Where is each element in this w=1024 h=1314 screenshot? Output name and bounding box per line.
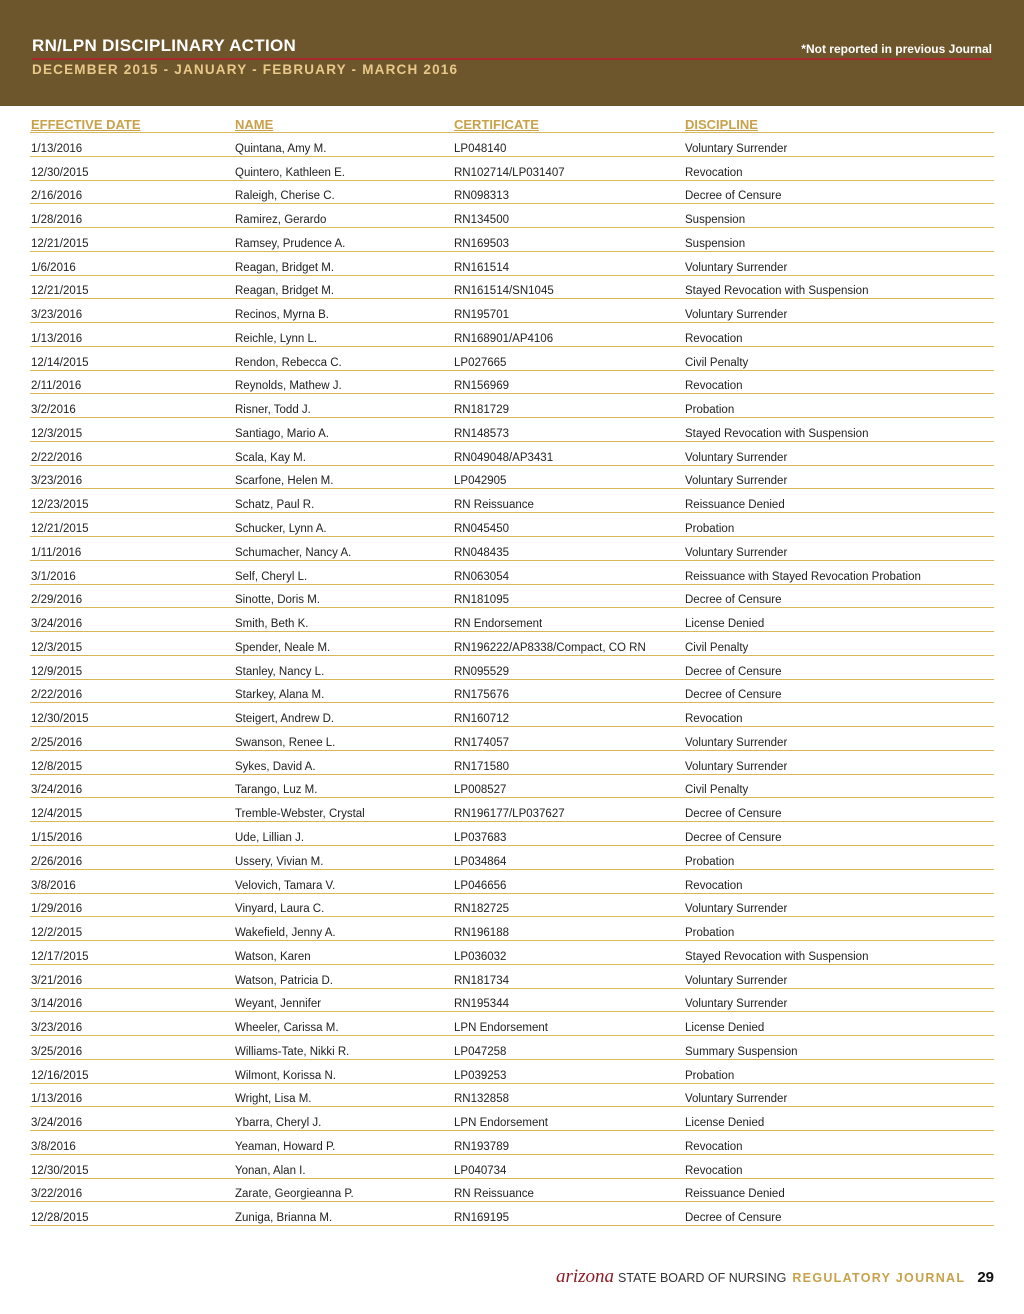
header-divider (32, 58, 992, 60)
cell-effective-date: 1/13/2016 (30, 133, 234, 157)
cell-discipline: Voluntary Surrender (684, 251, 994, 275)
cell-certificate: RN182725 (453, 893, 684, 917)
cell-name: Tremble-Webster, Crystal (234, 798, 453, 822)
table-row (30, 1154, 994, 1178)
cell-effective-date: 12/16/2015 (30, 1059, 234, 1083)
cell-effective-date: 1/29/2016 (30, 893, 234, 917)
cell-effective-date: 3/8/2016 (30, 1131, 234, 1155)
table-row (30, 750, 994, 774)
cell-effective-date: 2/29/2016 (30, 584, 234, 608)
cell-certificate: RN196188 (453, 917, 684, 941)
table-row (30, 941, 994, 965)
cell-discipline: Revocation (684, 1154, 994, 1178)
table-row (30, 1012, 994, 1036)
cell-certificate: RN134500 (453, 204, 684, 228)
cell-certificate: LP039253 (453, 1059, 684, 1083)
table-row (30, 655, 994, 679)
cell-discipline: Voluntary Surrender (684, 988, 994, 1012)
table-row (30, 822, 994, 846)
cell-discipline: Revocation (684, 156, 994, 180)
cell-certificate: RN175676 (453, 679, 684, 703)
cell-discipline: Probation (684, 845, 994, 869)
cell-effective-date: 3/8/2016 (30, 869, 234, 893)
table-row (30, 774, 994, 798)
column-header-effective-date: EFFECTIVE DATE (30, 116, 234, 133)
cell-certificate: RN048435 (453, 537, 684, 561)
cell-name: Velovich, Tamara V. (234, 869, 453, 893)
table-row (30, 798, 994, 822)
cell-name: Reagan, Bridget M. (234, 251, 453, 275)
cell-name: Ybarra, Cheryl J. (234, 1107, 453, 1131)
table-row (30, 632, 994, 656)
table-row (30, 1059, 994, 1083)
table-row (30, 180, 994, 204)
table-row (30, 133, 994, 157)
cell-effective-date: 2/25/2016 (30, 727, 234, 751)
table-row (30, 228, 994, 252)
cell-certificate: RN045450 (453, 513, 684, 537)
journal-name: REGULATORY JOURNAL (792, 1271, 966, 1285)
cell-discipline: Civil Penalty (684, 346, 994, 370)
cell-effective-date: 3/2/2016 (30, 394, 234, 418)
table-row (30, 1202, 994, 1226)
cell-name: Williams-Tate, Nikki R. (234, 1036, 453, 1060)
cell-name: Zarate, Georgieanna P. (234, 1178, 453, 1202)
cell-effective-date: 2/26/2016 (30, 845, 234, 869)
cell-discipline: Voluntary Surrender (684, 727, 994, 751)
cell-effective-date: 12/30/2015 (30, 703, 234, 727)
cell-discipline: Stayed Revocation with Suspension (684, 941, 994, 965)
cell-discipline: Voluntary Surrender (684, 893, 994, 917)
table-row (30, 537, 994, 561)
cell-discipline: Reissuance Denied (684, 1178, 994, 1202)
cell-name: Tarango, Luz M. (234, 774, 453, 798)
cell-certificate: RN Endorsement (453, 608, 684, 632)
cell-effective-date: 12/30/2015 (30, 1154, 234, 1178)
table-row (30, 988, 994, 1012)
cell-discipline: Revocation (684, 1131, 994, 1155)
cell-certificate: RN148573 (453, 418, 684, 442)
cell-effective-date: 2/22/2016 (30, 679, 234, 703)
table-row (30, 323, 994, 347)
cell-name: Spender, Neale M. (234, 632, 453, 656)
board-name: STATE BOARD OF NURSING (618, 1271, 787, 1285)
cell-name: Wilmont, Korissa N. (234, 1059, 453, 1083)
cell-name: Steigert, Andrew D. (234, 703, 453, 727)
cell-name: Risner, Todd J. (234, 394, 453, 418)
cell-effective-date: 12/8/2015 (30, 750, 234, 774)
cell-discipline: Decree of Censure (684, 822, 994, 846)
table-row (30, 679, 994, 703)
cell-discipline: Revocation (684, 869, 994, 893)
cell-discipline: Voluntary Surrender (684, 1083, 994, 1107)
cell-name: Schatz, Paul R. (234, 489, 453, 513)
table-row (30, 394, 994, 418)
cell-certificate: RN049048/AP3431 (453, 441, 684, 465)
cell-certificate: LP034864 (453, 845, 684, 869)
cell-effective-date: 3/24/2016 (30, 774, 234, 798)
cell-discipline: Stayed Revocation with Suspension (684, 275, 994, 299)
cell-discipline: Stayed Revocation with Suspension (684, 418, 994, 442)
cell-discipline: Summary Suspension (684, 1036, 994, 1060)
table-row (30, 1131, 994, 1155)
arizona-logo: arizona (555, 1266, 615, 1287)
cell-discipline: Decree of Censure (684, 180, 994, 204)
cell-certificate: RN161514 (453, 251, 684, 275)
cell-name: Starkey, Alana M. (234, 679, 453, 703)
cell-certificate: RN160712 (453, 703, 684, 727)
cell-name: Smith, Beth K. (234, 608, 453, 632)
cell-name: Scarfone, Helen M. (234, 465, 453, 489)
cell-certificate: LP047258 (453, 1036, 684, 1060)
cell-certificate: LP008527 (453, 774, 684, 798)
cell-name: Schumacher, Nancy A. (234, 537, 453, 561)
cell-effective-date: 3/1/2016 (30, 560, 234, 584)
cell-effective-date: 3/14/2016 (30, 988, 234, 1012)
table-row (30, 275, 994, 299)
cell-effective-date: 2/11/2016 (30, 370, 234, 394)
cell-name: Swanson, Renee L. (234, 727, 453, 751)
cell-name: Stanley, Nancy L. (234, 655, 453, 679)
cell-discipline: Probation (684, 917, 994, 941)
cell-name: Rendon, Rebecca C. (234, 346, 453, 370)
cell-certificate: LP042905 (453, 465, 684, 489)
table-row (30, 370, 994, 394)
cell-effective-date: 3/24/2016 (30, 1107, 234, 1131)
table-row (30, 869, 994, 893)
cell-effective-date: 3/23/2016 (30, 299, 234, 323)
cell-effective-date: 1/13/2016 (30, 1083, 234, 1107)
cell-certificate: RN161514/SN1045 (453, 275, 684, 299)
cell-name: Sinotte, Doris M. (234, 584, 453, 608)
table-row (30, 727, 994, 751)
cell-effective-date: 1/28/2016 (30, 204, 234, 228)
page-number: 29 (977, 1269, 994, 1286)
cell-certificate: RN171580 (453, 750, 684, 774)
cell-certificate: RN196177/LP037627 (453, 798, 684, 822)
cell-discipline: Suspension (684, 204, 994, 228)
cell-discipline: Decree of Censure (684, 1202, 994, 1226)
cell-certificate: RN181095 (453, 584, 684, 608)
cell-name: Scala, Kay M. (234, 441, 453, 465)
table-row (30, 441, 994, 465)
table-row (30, 1036, 994, 1060)
cell-discipline: Decree of Censure (684, 679, 994, 703)
cell-effective-date: 3/23/2016 (30, 1012, 234, 1036)
cell-certificate: RN193789 (453, 1131, 684, 1155)
cell-name: Raleigh, Cherise C. (234, 180, 453, 204)
cell-effective-date: 12/28/2015 (30, 1202, 234, 1226)
cell-effective-date: 2/22/2016 (30, 441, 234, 465)
cell-discipline: License Denied (684, 1012, 994, 1036)
cell-certificate: LPN Endorsement (453, 1012, 684, 1036)
cell-effective-date: 1/13/2016 (30, 323, 234, 347)
cell-certificate: RN095529 (453, 655, 684, 679)
cell-effective-date: 3/23/2016 (30, 465, 234, 489)
cell-name: Wheeler, Carissa M. (234, 1012, 453, 1036)
cell-name: Quintana, Amy M. (234, 133, 453, 157)
cell-discipline: Reissuance Denied (684, 489, 994, 513)
cell-name: Wright, Lisa M. (234, 1083, 453, 1107)
cell-name: Sykes, David A. (234, 750, 453, 774)
cell-certificate: RN196222/AP8338/Compact, CO RN (453, 632, 684, 656)
table-row (30, 608, 994, 632)
cell-discipline: Reissuance with Stayed Revocation Probation (684, 560, 994, 584)
cell-discipline: Decree of Censure (684, 798, 994, 822)
cell-effective-date: 12/21/2015 (30, 228, 234, 252)
cell-discipline: Decree of Censure (684, 584, 994, 608)
cell-discipline: License Denied (684, 608, 994, 632)
cell-effective-date: 12/21/2015 (30, 513, 234, 537)
cell-effective-date: 12/17/2015 (30, 941, 234, 965)
table-row (30, 1178, 994, 1202)
cell-discipline: Voluntary Surrender (684, 441, 994, 465)
cell-name: Vinyard, Laura C. (234, 893, 453, 917)
table-row (30, 1083, 994, 1107)
cell-discipline: Revocation (684, 323, 994, 347)
cell-effective-date: 12/3/2015 (30, 418, 234, 442)
cell-name: Recinos, Myrna B. (234, 299, 453, 323)
cell-certificate: LP037683 (453, 822, 684, 846)
cell-certificate: RN169195 (453, 1202, 684, 1226)
cell-name: Self, Cheryl L. (234, 560, 453, 584)
cell-name: Santiago, Mario A. (234, 418, 453, 442)
cell-certificate: RN181734 (453, 964, 684, 988)
cell-effective-date: 12/3/2015 (30, 632, 234, 656)
cell-discipline: Voluntary Surrender (684, 299, 994, 323)
cell-certificate: RN098313 (453, 180, 684, 204)
table-row (30, 346, 994, 370)
cell-certificate: LP027665 (453, 346, 684, 370)
table-row (30, 703, 994, 727)
cell-discipline: Probation (684, 513, 994, 537)
cell-certificate: RN156969 (453, 370, 684, 394)
table-row (30, 204, 994, 228)
cell-effective-date: 12/14/2015 (30, 346, 234, 370)
cell-certificate: LP046656 (453, 869, 684, 893)
cell-effective-date: 3/24/2016 (30, 608, 234, 632)
cell-discipline: Voluntary Surrender (684, 537, 994, 561)
cell-discipline: Probation (684, 394, 994, 418)
cell-discipline: Probation (684, 1059, 994, 1083)
cell-name: Quintero, Kathleen E. (234, 156, 453, 180)
cell-effective-date: 3/22/2016 (30, 1178, 234, 1202)
table-row (30, 845, 994, 869)
cell-discipline: Voluntary Surrender (684, 465, 994, 489)
cell-discipline: Decree of Censure (684, 655, 994, 679)
cell-discipline: License Denied (684, 1107, 994, 1131)
cell-name: Ussery, Vivian M. (234, 845, 453, 869)
column-header-discipline: DISCIPLINE (684, 116, 994, 133)
cell-name: Weyant, Jennifer (234, 988, 453, 1012)
disciplinary-table (30, 116, 994, 1226)
cell-discipline: Revocation (684, 703, 994, 727)
cell-certificate: RN195344 (453, 988, 684, 1012)
cell-effective-date: 12/21/2015 (30, 275, 234, 299)
cell-effective-date: 12/2/2015 (30, 917, 234, 941)
cell-effective-date: 12/23/2015 (30, 489, 234, 513)
cell-discipline: Civil Penalty (684, 774, 994, 798)
cell-certificate: RN132858 (453, 1083, 684, 1107)
table-body (30, 133, 994, 1226)
table-row (30, 251, 994, 275)
page-title: RN/LPN DISCIPLINARY ACTION (32, 36, 297, 55)
table-row (30, 584, 994, 608)
footer (556, 1266, 994, 1288)
table-row (30, 156, 994, 180)
cell-discipline: Revocation (684, 370, 994, 394)
cell-effective-date: 1/6/2016 (30, 251, 234, 275)
cell-discipline: Civil Penalty (684, 632, 994, 656)
cell-discipline: Voluntary Surrender (684, 133, 994, 157)
column-header-certificate: CERTIFICATE (453, 116, 684, 133)
cell-certificate: RN168901/AP4106 (453, 323, 684, 347)
column-header-name: NAME (234, 116, 453, 133)
header-note: *Not reported in previous Journal (801, 42, 992, 56)
cell-discipline: Voluntary Surrender (684, 750, 994, 774)
cell-discipline: Voluntary Surrender (684, 964, 994, 988)
page-subtitle: DECEMBER 2015 - JANUARY - FEBRUARY - MARCH 2016 (32, 62, 459, 77)
table-row (30, 489, 994, 513)
table-row (30, 418, 994, 442)
cell-name: Reichle, Lynn L. (234, 323, 453, 347)
cell-name: Ramirez, Gerardo (234, 204, 453, 228)
cell-name: Yonan, Alan I. (234, 1154, 453, 1178)
cell-name: Zuniga, Brianna M. (234, 1202, 453, 1226)
table-header-row (30, 116, 994, 133)
cell-certificate: RN195701 (453, 299, 684, 323)
cell-effective-date: 3/21/2016 (30, 964, 234, 988)
cell-effective-date: 3/25/2016 (30, 1036, 234, 1060)
cell-name: Ude, Lillian J. (234, 822, 453, 846)
table-row (30, 893, 994, 917)
cell-effective-date: 2/16/2016 (30, 180, 234, 204)
cell-name: Watson, Patricia D. (234, 964, 453, 988)
cell-certificate: RN063054 (453, 560, 684, 584)
cell-name: Schucker, Lynn A. (234, 513, 453, 537)
cell-certificate: LP048140 (453, 133, 684, 157)
cell-name: Watson, Karen (234, 941, 453, 965)
table-row (30, 964, 994, 988)
table-row (30, 1107, 994, 1131)
cell-name: Yeaman, Howard P. (234, 1131, 453, 1155)
cell-effective-date: 1/15/2016 (30, 822, 234, 846)
cell-certificate: LP036032 (453, 941, 684, 965)
cell-certificate: RN181729 (453, 394, 684, 418)
header-banner (0, 0, 1024, 106)
cell-effective-date: 12/9/2015 (30, 655, 234, 679)
cell-name: Wakefield, Jenny A. (234, 917, 453, 941)
cell-certificate: RN174057 (453, 727, 684, 751)
cell-certificate: RN Reissuance (453, 1178, 684, 1202)
table-row (30, 465, 994, 489)
cell-discipline: Suspension (684, 228, 994, 252)
cell-certificate: RN169503 (453, 228, 684, 252)
cell-effective-date: 1/11/2016 (30, 537, 234, 561)
cell-effective-date: 12/30/2015 (30, 156, 234, 180)
table-row (30, 917, 994, 941)
table-row (30, 560, 994, 584)
cell-name: Ramsey, Prudence A. (234, 228, 453, 252)
cell-certificate: LPN Endorsement (453, 1107, 684, 1131)
cell-name: Reagan, Bridget M. (234, 275, 453, 299)
cell-effective-date: 12/4/2015 (30, 798, 234, 822)
table-row (30, 513, 994, 537)
cell-certificate: RN Reissuance (453, 489, 684, 513)
cell-certificate: LP040734 (453, 1154, 684, 1178)
table-row (30, 299, 994, 323)
cell-name: Reynolds, Mathew J. (234, 370, 453, 394)
cell-certificate: RN102714/LP031407 (453, 156, 684, 180)
